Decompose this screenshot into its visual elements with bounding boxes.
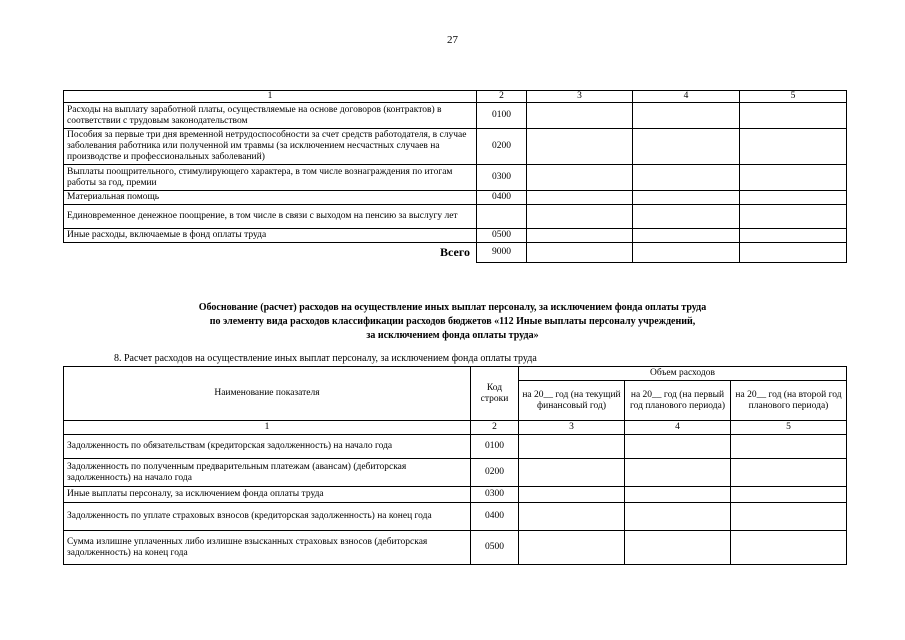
column-number: 3	[519, 421, 625, 435]
column-header-year1: на 20__ год (на текущий финансовый год)	[519, 381, 625, 421]
subsection-title: 8. Расчет расходов на осуществление иных выплат персоналу, за исключением фонда оплаты труда	[114, 353, 537, 364]
row-code: 0400	[477, 191, 527, 205]
table-header-row	[64, 367, 847, 381]
value-cell[interactable]	[527, 205, 633, 229]
value-cell[interactable]	[625, 503, 731, 531]
row-name: Иные расходы, включаемые в фонд оплаты труда	[64, 229, 477, 243]
value-cell[interactable]	[731, 435, 847, 459]
other-payments-table	[63, 366, 847, 565]
header-cell: 3	[527, 91, 633, 103]
row-code: 0300	[471, 487, 519, 503]
value-cell[interactable]	[633, 165, 740, 191]
row-name: Пособия за первые три дня временной нетрудоспособности за счет средств работодателя, в случае заболевания работника или полученной им травмы (за исключением несчастных случаев на производстве и профессиональных заболеваний)	[64, 129, 477, 165]
row-code: 0100	[477, 103, 527, 129]
total-code: 9000	[477, 243, 527, 263]
column-header-year3: на 20__ год (на второй год планового периода)	[731, 381, 847, 421]
value-cell[interactable]	[731, 503, 847, 531]
value-cell[interactable]	[731, 487, 847, 503]
row-name: Единовременное денежное поощрение, в том числе в связи с выходом на пенсию за выслугу лет	[64, 205, 477, 229]
column-number: 2	[471, 421, 519, 435]
column-header-code: Код строки	[471, 367, 519, 421]
row-code: 0200	[477, 129, 527, 165]
row-name: Иные выплаты персоналу, за исключением фонда оплаты труда	[64, 487, 471, 503]
value-cell[interactable]	[740, 191, 847, 205]
column-number: 4	[625, 421, 731, 435]
value-cell[interactable]	[527, 103, 633, 129]
row-code: 0400	[471, 503, 519, 531]
value-cell[interactable]	[519, 459, 625, 487]
table-row	[64, 165, 847, 191]
total-row	[64, 243, 847, 263]
value-cell[interactable]	[625, 531, 731, 565]
value-cell[interactable]	[519, 503, 625, 531]
value-cell[interactable]	[740, 103, 847, 129]
table-row	[64, 487, 847, 503]
row-code: 0500	[477, 229, 527, 243]
value-cell[interactable]	[633, 129, 740, 165]
value-cell[interactable]	[740, 205, 847, 229]
value-cell[interactable]	[519, 531, 625, 565]
value-cell[interactable]	[633, 243, 740, 263]
row-name: Задолженность по обязательствам (кредиторская задолженность) на начало года	[64, 435, 471, 459]
value-cell[interactable]	[527, 165, 633, 191]
row-name: Сумма излишне уплаченных либо излишне взысканных страховых взносов (дебиторская задолженность) на конец года	[64, 531, 471, 565]
total-label: Всего	[64, 243, 477, 263]
table-row	[64, 459, 847, 487]
value-cell[interactable]	[633, 229, 740, 243]
value-cell[interactable]	[633, 103, 740, 129]
value-cell[interactable]	[519, 487, 625, 503]
header-cell: 2	[477, 91, 527, 103]
column-number: 5	[731, 421, 847, 435]
row-name: Задолженность по уплате страховых взносов (кредиторская задолженность) на конец года	[64, 503, 471, 531]
value-cell[interactable]	[740, 229, 847, 243]
table-row	[64, 205, 847, 229]
row-name: Расходы на выплату заработной платы, осуществляемые на основе договоров (контрактов) в соответствии с трудовым законодательством	[64, 103, 477, 129]
value-cell[interactable]	[625, 435, 731, 459]
value-cell[interactable]	[519, 435, 625, 459]
column-number-row	[64, 421, 847, 435]
table-row	[64, 191, 847, 205]
table-row	[64, 503, 847, 531]
value-cell[interactable]	[740, 165, 847, 191]
table-row	[64, 229, 847, 243]
value-cell[interactable]	[731, 459, 847, 487]
section-heading-line2: по элементу вида расходов классификации расходов бюджетов «112 Иные выплаты персоналу учреждений,	[209, 316, 696, 327]
value-cell[interactable]	[527, 229, 633, 243]
row-name: Выплаты поощрительного, стимулирующего характера, в том числе вознаграждения по итогам работы за год, премии	[64, 165, 477, 191]
table-row	[64, 531, 847, 565]
value-cell[interactable]	[527, 243, 633, 263]
column-header-volume: Объем расходов	[519, 367, 847, 381]
value-cell[interactable]	[625, 487, 731, 503]
column-header-year2: на 20__ год (на первый год планового периода)	[625, 381, 731, 421]
header-cell: 4	[633, 91, 740, 103]
value-cell[interactable]	[625, 459, 731, 487]
value-cell[interactable]	[527, 191, 633, 205]
row-code: 0500	[471, 531, 519, 565]
value-cell[interactable]	[731, 531, 847, 565]
section-heading-line3: за исключением фонда оплаты труда»	[366, 330, 539, 341]
table-row	[64, 129, 847, 165]
column-number: 1	[64, 421, 471, 435]
column-header-name: Наименование показателя	[64, 367, 471, 421]
row-code: 0300	[477, 165, 527, 191]
value-cell[interactable]	[633, 205, 740, 229]
header-cell: 5	[740, 91, 847, 103]
value-cell[interactable]	[740, 129, 847, 165]
row-code: 0200	[471, 459, 519, 487]
payroll-expenses-table	[63, 90, 847, 263]
table-row	[64, 435, 847, 459]
table-header-row	[64, 91, 847, 103]
section-heading-line1: Обоснование (расчет) расходов на осуществление иных выплат персоналу, за исключением фонда оплаты труда	[198, 302, 707, 313]
header-cell: 1	[64, 91, 477, 103]
value-cell[interactable]	[740, 243, 847, 263]
row-name: Материальная помощь	[64, 191, 477, 205]
row-name: Задолженность по полученным предварительным платежам (авансам) (дебиторская задолженность) на начало года	[64, 459, 471, 487]
row-code	[477, 205, 527, 229]
row-code: 0100	[471, 435, 519, 459]
page-number: 27	[447, 34, 458, 46]
table-row	[64, 103, 847, 129]
value-cell[interactable]	[527, 129, 633, 165]
value-cell[interactable]	[633, 191, 740, 205]
